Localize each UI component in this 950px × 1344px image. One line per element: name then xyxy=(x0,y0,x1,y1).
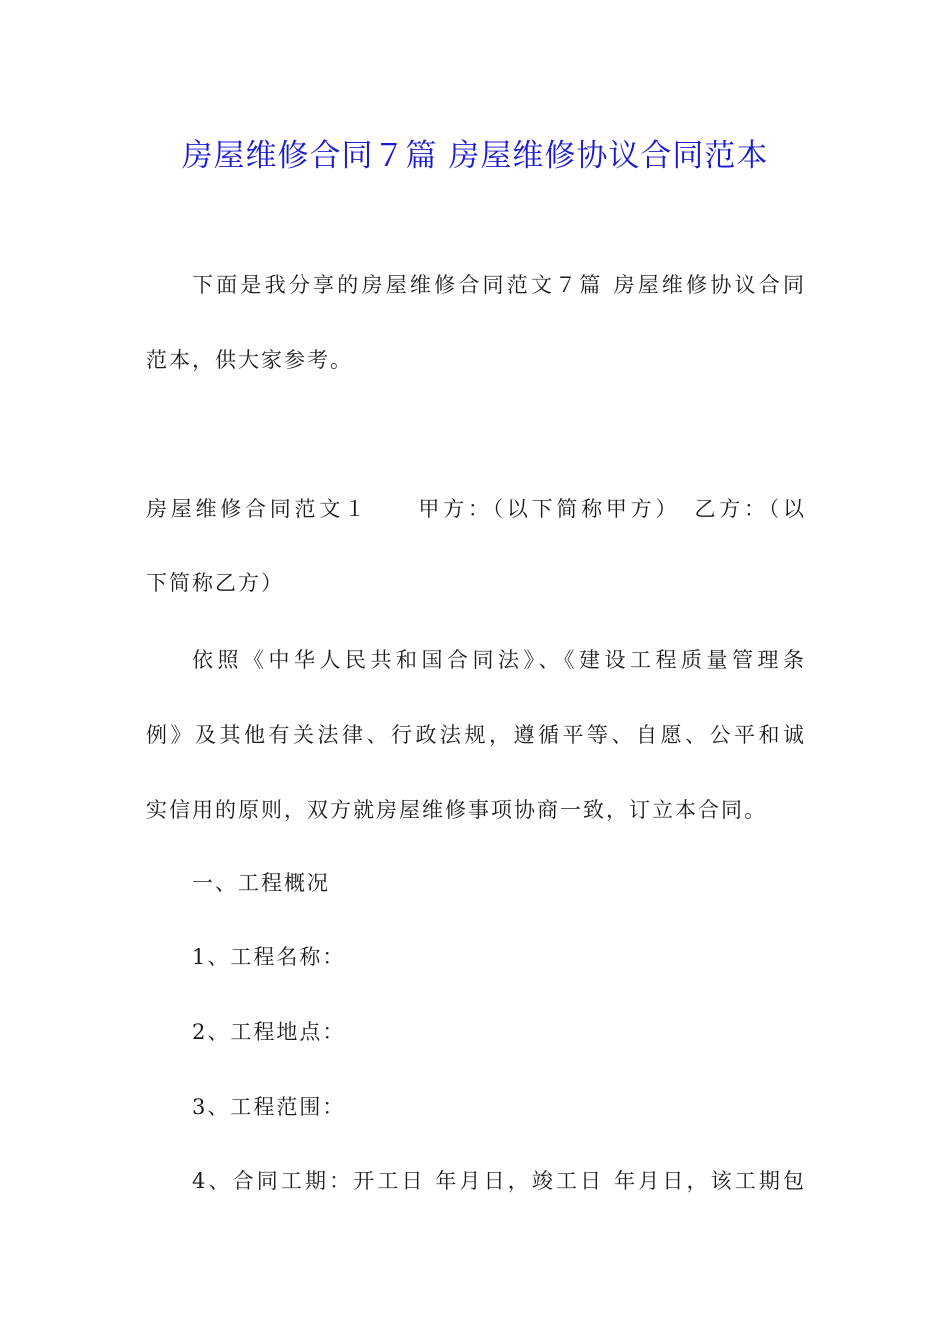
intro-line-2: 范本，供大家参考。 xyxy=(146,348,353,372)
sample-heading-line-1: 房屋维修合同范文１ 甲方：（以下简称甲方） 乙方：（以 xyxy=(146,497,806,521)
paragraph-line-1: 依照《中华人民共和国合同法》、《建设工程质量管理条 xyxy=(192,648,806,672)
list-item: 2、工程地点： xyxy=(192,1020,346,1044)
section-heading: 一、工程概况 xyxy=(192,871,330,895)
list-item: 1、工程名称： xyxy=(192,945,346,969)
intro-line-1: 下面是我分享的房屋维修合同范文７篇 房屋维修协议合同 xyxy=(192,273,806,297)
paragraph-line-2: 例》及其他有关法律、行政法规，遵循平等、自愿、公平和诚 xyxy=(146,723,806,747)
sample-heading-line-2: 下简称乙方） xyxy=(146,571,284,595)
list-item: 3、工程范围： xyxy=(192,1095,346,1119)
document-title: 房屋维修合同７篇 房屋维修协议合同范本 xyxy=(181,138,769,174)
paragraph-line-3: 实信用的原则，双方就房屋维修事项协商一致，订立本合同。 xyxy=(146,798,767,822)
list-item: 4、合同工期：开工日 年月日，竣工日 年月日，该工期包 xyxy=(192,1169,806,1193)
